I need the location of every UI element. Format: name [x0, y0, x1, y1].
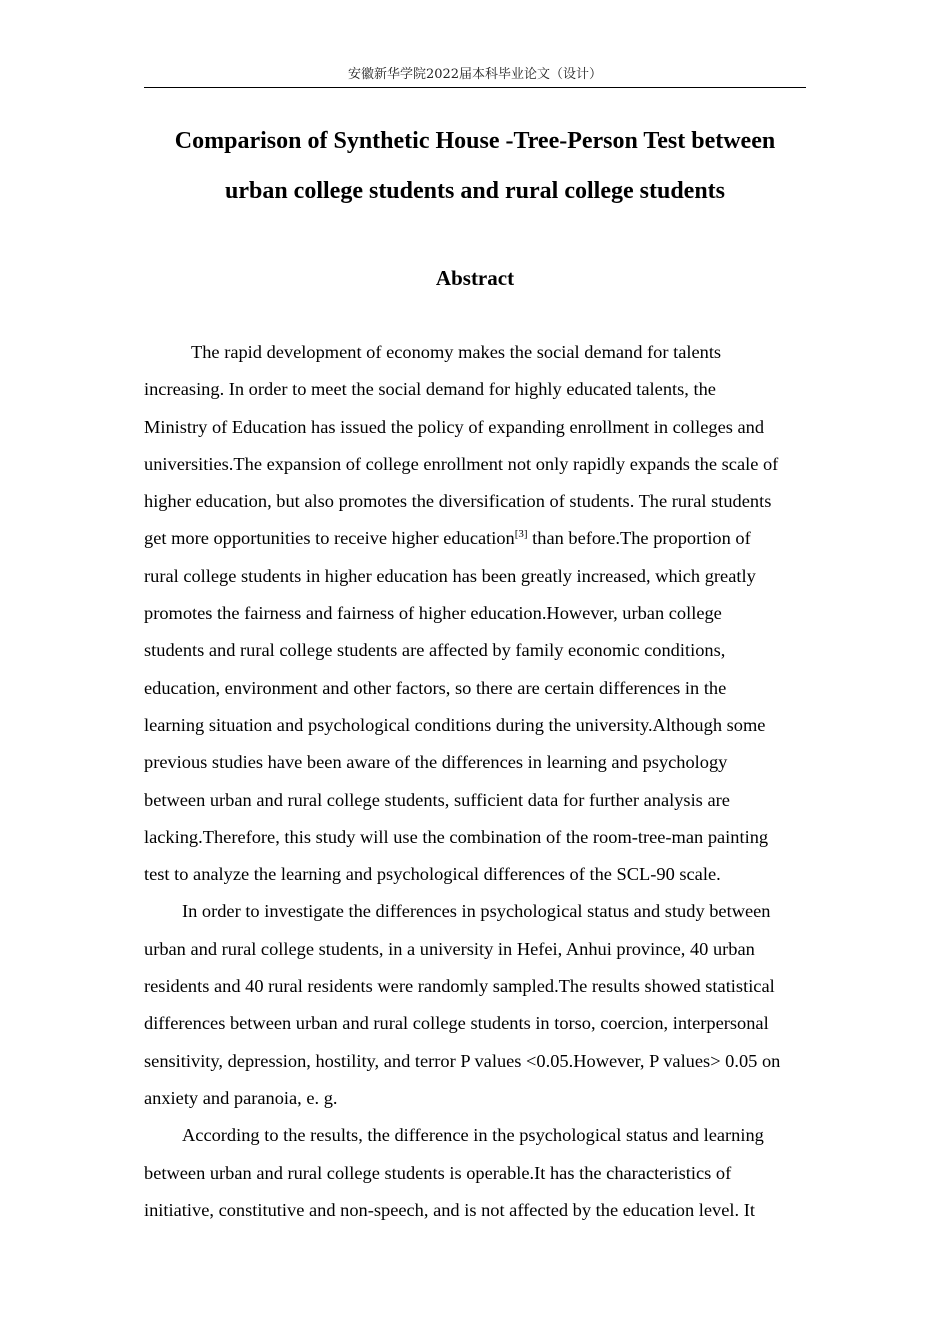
citation-marker: [3] [514, 528, 528, 541]
text-line: anxiety and paranoia, e. g. [144, 1087, 338, 1108]
text-line: In order to investigate the differences in psychological status and study between [182, 901, 771, 922]
header-rule [144, 87, 806, 88]
text-line: The rapid development of economy makes the social demand for talents [191, 342, 722, 362]
text-line: learning situation and psychological conditions during the university.Although some [144, 714, 766, 735]
text-line [144, 520, 806, 557]
text-line: According to the results, the difference in the psychological status and learning [182, 1125, 764, 1146]
text-line: higher education, but also promotes the diversification of students. The rural students [144, 491, 772, 512]
text-line: test to analyze the learning and psychological differences of the SCL-90 scale. [144, 864, 721, 885]
text-line: increasing. In order to meet the social demand for highly educated talents, the [144, 379, 716, 400]
text-line: lacking.Therefore, this study will use the combination of the room-tree-man painting [144, 826, 769, 847]
paper-title [144, 116, 806, 216]
text-line: education, environment and other factors, so there are certain differences in the [144, 677, 727, 698]
abstract-paragraph [144, 334, 806, 893]
paper-title-line: Comparison of Synthetic House -Tree-Person Test between [174, 128, 776, 154]
text-line: universities.The expansion of college enrollment not only rapidly expands the scale of [144, 453, 779, 474]
abstract-paragraph [144, 893, 806, 1117]
text-line: residents and 40 rural residents were randomly sampled.The results showed statistical [144, 976, 775, 997]
text-fragment: get more opportunities to receive higher education [144, 528, 515, 549]
text-line: previous studies have been aware of the differences in learning and psychology [144, 752, 728, 773]
text-line: differences between urban and rural college students in torso, coercion, interpersonal [144, 1013, 769, 1034]
abstract-heading: Abstract [435, 266, 515, 290]
text-line: initiative, constitutive and non-speech, and is not affected by the education level. It [144, 1199, 755, 1220]
text-line: rural college students in higher education has been greatly increased, which greatly [144, 565, 756, 586]
running-header: 安徽新华学院2022届本科毕业论文（设计） [347, 67, 603, 82]
text-line: students and rural college students are affected by family economic conditions, [144, 640, 726, 661]
text-line: promotes the fairness and fairness of higher education.However, urban college [144, 603, 722, 624]
text-line: urban and rural college students, in a university in Hefei, Anhui province, 40 urban [144, 938, 755, 959]
text-line: between urban and rural college students is operable.It has the characteristics of [144, 1162, 732, 1183]
text-line: Ministry of Education has issued the policy of expanding enrollment in colleges and [144, 416, 765, 437]
text-line: sensitivity, depression, hostility, and terror P values <0.05.However, P values> 0.05 on [144, 1050, 781, 1071]
paper-title-line: urban college students and rural college students [224, 178, 725, 204]
abstract-paragraph [144, 1117, 806, 1229]
text-fragment: than before.The proportion of [527, 528, 751, 549]
text-line: between urban and rural college students, sufficient data for further analysis are [144, 789, 730, 810]
abstract-body [144, 334, 806, 1229]
